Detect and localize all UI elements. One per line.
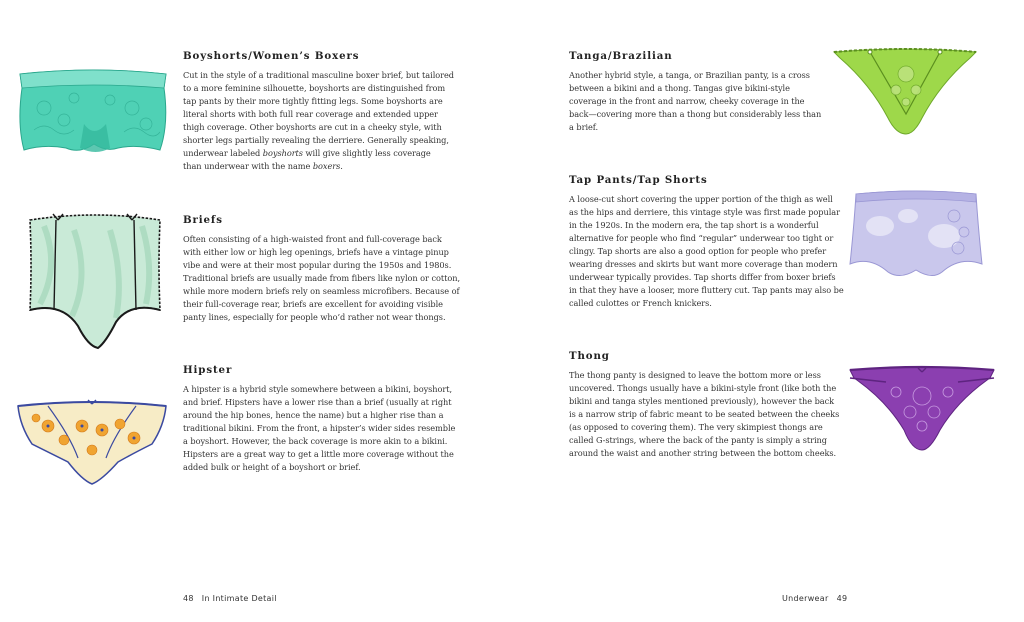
left-footer [183,594,277,603]
page-number-left: 48 [183,594,194,603]
briefs-illustration [20,206,170,352]
thong-heading: Thong [569,350,610,362]
boyshorts-entry [183,50,483,173]
thong-entry [569,350,859,460]
tap-pants-heading: Tap Pants/Tap Shorts [569,174,708,186]
briefs-heading: Briefs [183,214,223,226]
hipster-body: A hipster is a hybrid style somewhere between a bikini, boyshort, and brief. Hipsters have a lower rise than a brief (usually at right around the hip bones, hence the name) but a higher rise than a traditional bikini. From the front, a hipster’s wider sides resemble a boyshort. However, the back coverage is more akin to a bikini. Hipsters are a great way to get a little more coverage without the added bulk or height of a boyshort or brief. [183,384,456,472]
right-page [512,0,1024,622]
page-number-right: 49 [836,594,848,603]
boyshorts-illustration [14,64,172,166]
tanga-heading: Tanga/Brazilian [569,50,673,62]
thong-illustration [846,360,998,454]
tap-pants-body: A loose-cut short covering the upper portion of the thigh as well as the hips and derriere, this vintage style was first made popular in the 1920s. In the modern era, the tap short is a wonderful alternative for people who find “regular” underwear too tight or clingy. Tap shorts are also a good option for people who prefer wearing dresses and skirts but want more coverage than modern underwear typically provides. Tap shorts differ from boxer briefs in that they have a looser, more fluttery cut. Tap pants may also be called culottes or French knickers. [569,194,844,308]
briefs-body: Often consisting of a high-waisted front and full-coverage back with either low or high leg openings, briefs have a vintage pinup vibe and were at their most popular during the 1950s and 1980s. Traditional briefs are usually made from fibers like nylon or cotton, while more modern briefs rely on seamless microfibers. Because of their full-coverage rear, briefs are excellent for avoiding visible panty lines, especially for people who’d rather not wear thongs. [183,234,461,322]
briefs-entry [183,214,483,324]
hipster-entry [183,364,483,474]
hipster-heading: Hipster [183,364,233,376]
tap-pants-illustration [846,186,986,284]
tap-pants-entry [569,174,859,310]
tanga-illustration [830,44,980,136]
right-running-title: Underwear [782,594,829,603]
tanga-body: Another hybrid style, a tanga, or Brazilian panty, is a cross between a bikini and a thong. Tangas give bikini-style coverage in the front and narrow, cheeky coverage in the back—covering more than a thong but considerably less than a brief. [569,70,822,132]
tanga-entry [569,50,839,134]
right-footer [782,594,847,603]
left-running-title: In Intimate Detail [201,594,277,603]
thong-body: The thong panty is designed to leave the bottom more or less uncovered. Thongs usually have a bikini-style front (like both the bikini and tanga styles mentioned previously), however the back is a narrow strip of fabric meant to be seated between the cheeks (as opposed to covering them). The very skimpiest thongs are called G-strings, where the back of the panty is simply a string around the waist and another string between the bottom cheeks. [569,370,840,458]
boyshorts-body: Cut in the style of a traditional masculine boxer brief, but tailored to a more feminine silhouette, boyshorts are distinguished from tap pants by their more tightly fitting legs. Some boyshorts are literal shorts with both full rear coverage and extended upper thigh coverage. Other boyshorts are cut in a cheeky style, with shorter legs partially revealing the derriere. Generally speaking, underwear labeled boyshorts will give slightly less coverage than underwear with the name boxers. [183,70,454,171]
boyshorts-heading: Boyshorts/Women’s Boxers [183,50,360,62]
hipster-illustration [12,396,172,488]
